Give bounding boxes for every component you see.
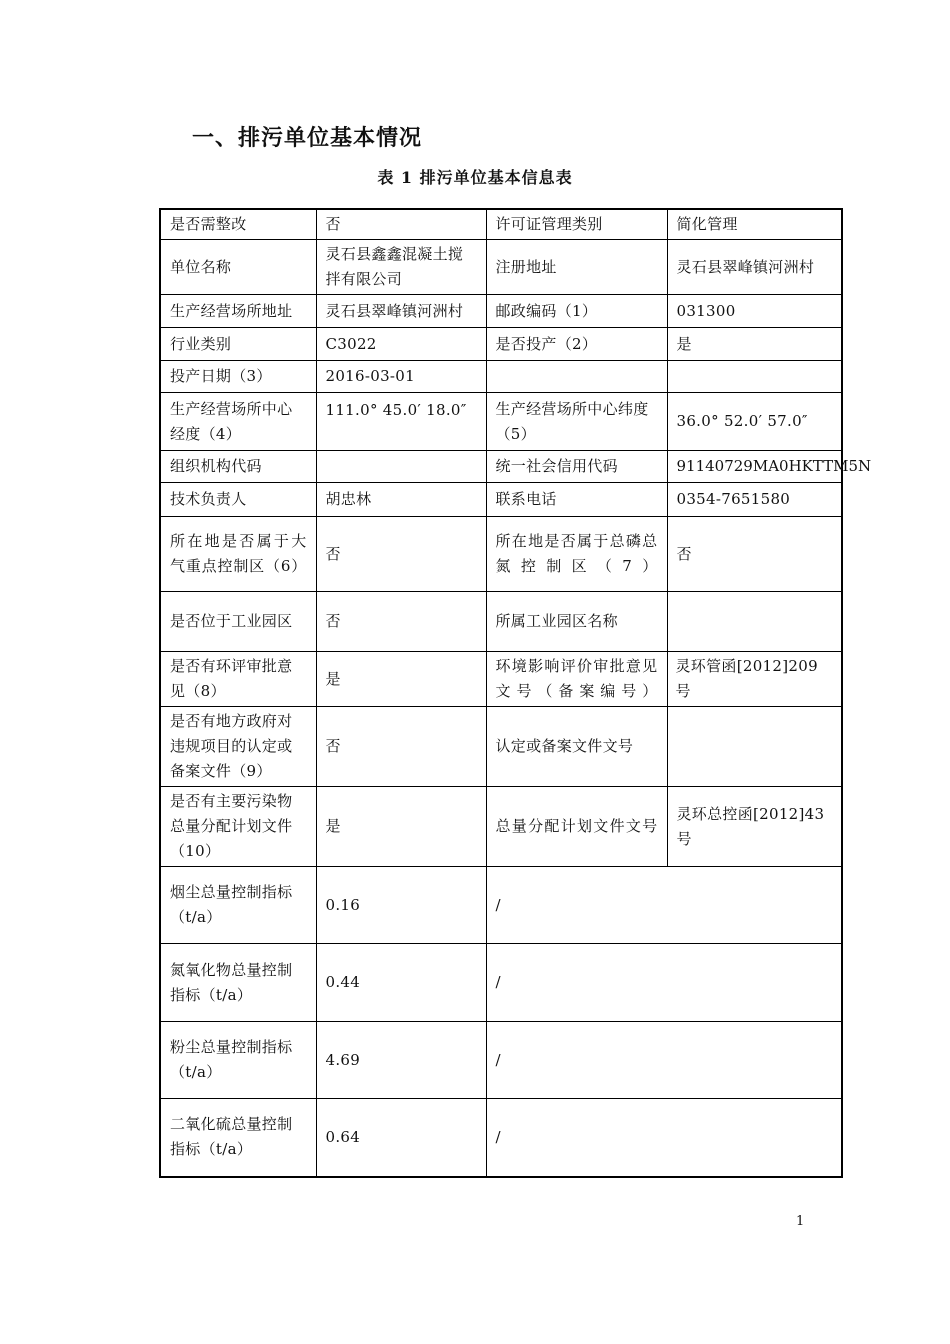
field-label: 邮政编码（1） bbox=[486, 295, 667, 328]
field-value: 灵环总控函[2012]43 号 bbox=[667, 787, 842, 867]
field-value bbox=[667, 361, 842, 393]
indicator-label: 粉尘总量控制指标（t/a） bbox=[160, 1022, 316, 1099]
field-label: 联系电话 bbox=[486, 483, 667, 517]
field-value bbox=[316, 451, 486, 483]
table-row bbox=[160, 787, 842, 867]
field-value: 否 bbox=[316, 592, 486, 652]
field-label: 总量分配计划文件文号 bbox=[486, 787, 667, 867]
table-row bbox=[160, 517, 842, 592]
field-label: 认定或备案文件文号 bbox=[486, 707, 667, 787]
field-value: 否 bbox=[316, 707, 486, 787]
table-row bbox=[160, 328, 842, 361]
page-number: 1 bbox=[796, 1214, 805, 1229]
table-row bbox=[160, 483, 842, 517]
field-value: 是 bbox=[316, 652, 486, 707]
field-label: 生产经营场所中心经度（4） bbox=[160, 393, 316, 451]
table-row bbox=[160, 361, 842, 393]
field-value: 否 bbox=[316, 517, 486, 592]
field-value: 0354-7651580 bbox=[667, 483, 842, 517]
field-label: 是否位于工业园区 bbox=[160, 592, 316, 652]
field-value: 是 bbox=[667, 328, 842, 361]
table-row bbox=[160, 1099, 842, 1177]
field-value: C3022 bbox=[316, 328, 486, 361]
indicator-label: 氮氧化物总量控制指标（t/a） bbox=[160, 944, 316, 1022]
field-label: 是否有主要污染物总量分配计划文件（10） bbox=[160, 787, 316, 867]
table-row bbox=[160, 451, 842, 483]
field-label: 注册地址 bbox=[486, 240, 667, 295]
table-row bbox=[160, 652, 842, 707]
field-value: 否 bbox=[316, 209, 486, 240]
indicator-value: 0.16 bbox=[316, 867, 486, 944]
pollutant-unit-info-table bbox=[159, 208, 872, 1178]
field-value bbox=[667, 707, 842, 787]
field-label: 所属工业园区名称 bbox=[486, 592, 667, 652]
field-label: 投产日期（3） bbox=[160, 361, 316, 393]
field-value: 简化管理 bbox=[667, 209, 842, 240]
field-label: 是否有地方政府对违规项目的认定或备案文件（9） bbox=[160, 707, 316, 787]
field-label: 行业类别 bbox=[160, 328, 316, 361]
field-value: 031300 bbox=[667, 295, 842, 328]
indicator-note: / bbox=[486, 1022, 842, 1099]
field-label: 许可证管理类别 bbox=[486, 209, 667, 240]
field-value: 灵石县翠峰镇河洲村 bbox=[667, 240, 842, 295]
field-label: 生产经营场所中心纬度（5） bbox=[486, 393, 667, 451]
table-row bbox=[160, 944, 842, 1022]
field-value bbox=[667, 592, 842, 652]
field-value: 否 bbox=[667, 517, 842, 592]
indicator-label: 烟尘总量控制指标（t/a） bbox=[160, 867, 316, 944]
field-label: 是否有环评审批意见（8） bbox=[160, 652, 316, 707]
field-label: 环境影响评价审批意见文号（备案编号） bbox=[486, 652, 667, 707]
table-row bbox=[160, 295, 842, 328]
field-value: 灵石县翠峰镇河洲村 bbox=[316, 295, 486, 328]
table-row bbox=[160, 1022, 842, 1099]
field-value: 111.0° 45.0′ 18.0″ bbox=[316, 393, 486, 451]
indicator-note: / bbox=[486, 944, 842, 1022]
indicator-value: 0.64 bbox=[316, 1099, 486, 1177]
field-label: 技术负责人 bbox=[160, 483, 316, 517]
field-label: 统一社会信用代码 bbox=[486, 451, 667, 483]
field-value: 灵环管函[2012]209 号 bbox=[667, 652, 842, 707]
field-label: 所在地是否属于总磷总氮控制区（7） bbox=[486, 517, 667, 592]
field-value: 灵石县鑫鑫混凝土搅拌有限公司 bbox=[316, 240, 486, 295]
table-row bbox=[160, 393, 842, 451]
indicator-value: 4.69 bbox=[316, 1022, 486, 1099]
field-label: 是否需整改 bbox=[160, 209, 316, 240]
table-row bbox=[160, 592, 842, 652]
field-label: 是否投产（2） bbox=[486, 328, 667, 361]
indicator-value: 0.44 bbox=[316, 944, 486, 1022]
field-label: 所在地是否属于大气重点控制区（6） bbox=[160, 517, 316, 592]
field-value: 胡忠林 bbox=[316, 483, 486, 517]
field-label: 生产经营场所地址 bbox=[160, 295, 316, 328]
field-label bbox=[486, 361, 667, 393]
field-value: 是 bbox=[316, 787, 486, 867]
indicator-note: / bbox=[486, 1099, 842, 1177]
table-caption: 表 1 排污单位基本信息表 bbox=[377, 168, 573, 187]
table-row bbox=[160, 209, 842, 240]
section-heading: 一、排污单位基本情况 bbox=[192, 126, 423, 151]
field-value: 91140729MA0HKTTM5N bbox=[667, 451, 842, 483]
field-label: 组织机构代码 bbox=[160, 451, 316, 483]
field-value: 36.0° 52.0′ 57.0″ bbox=[667, 393, 842, 451]
indicator-note: / bbox=[486, 867, 842, 944]
indicator-label: 二氧化硫总量控制指标（t/a） bbox=[160, 1099, 316, 1177]
table-row bbox=[160, 707, 842, 787]
table-row bbox=[160, 240, 842, 295]
field-label: 单位名称 bbox=[160, 240, 316, 295]
field-value: 2016-03-01 bbox=[316, 361, 486, 393]
table-row bbox=[160, 867, 842, 944]
